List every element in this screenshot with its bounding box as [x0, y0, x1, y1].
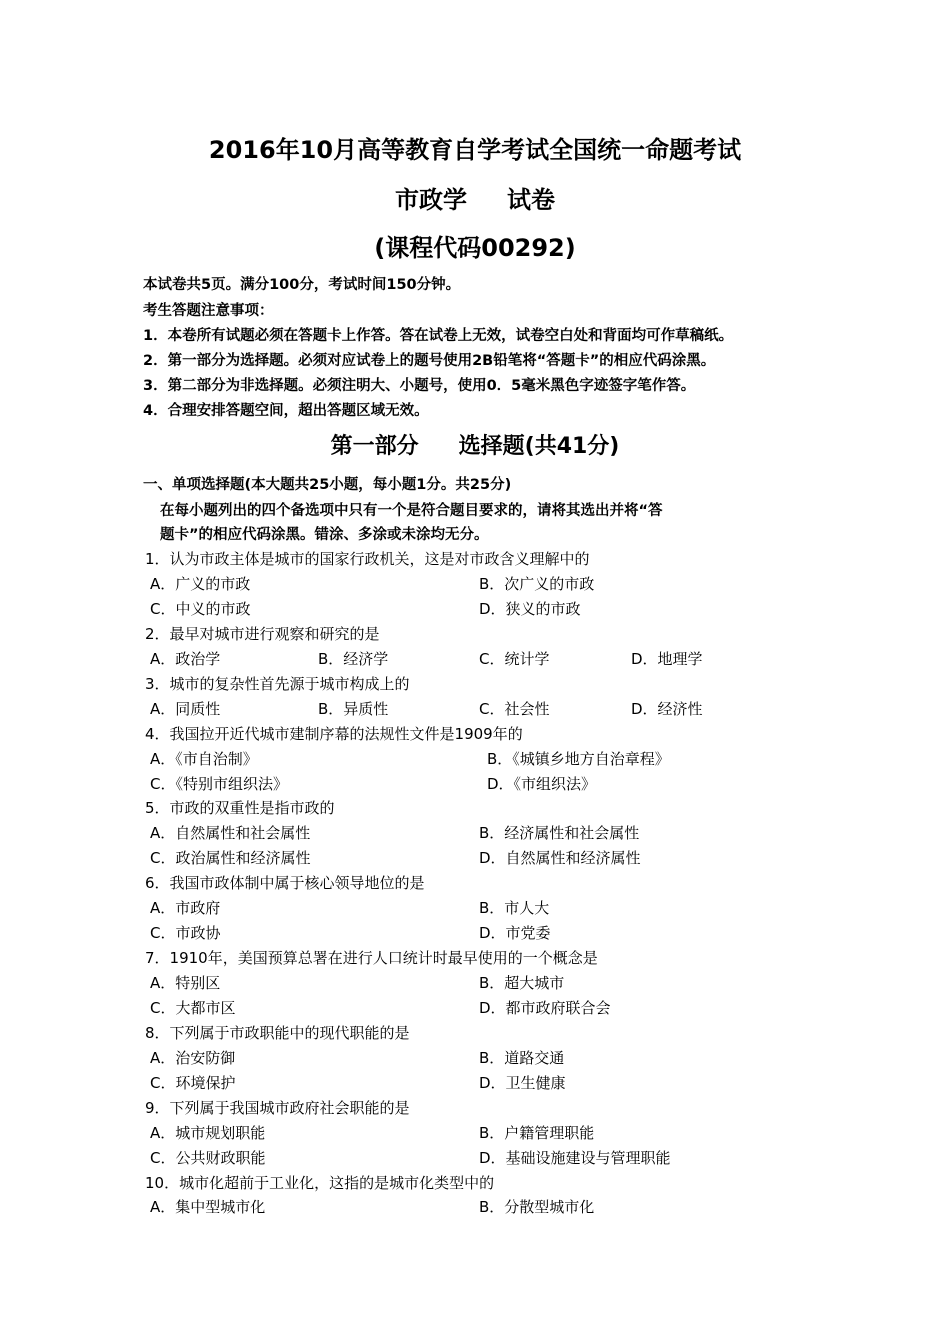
course-code: (课程代码00292)	[374, 234, 576, 262]
option: C．政治属性和经济属性	[150, 849, 311, 867]
question-stem: 2．最早对城市进行观察和研究的是	[145, 625, 380, 643]
note-item: 4．合理安排答题空间，超出答题区域无效。	[143, 403, 429, 419]
option: A．《市自治制》	[150, 750, 258, 768]
part-heading	[0, 436, 950, 458]
option: B．超大城市	[479, 974, 565, 992]
option: D．地理学	[631, 650, 703, 668]
part-name: 第一部分	[330, 434, 419, 459]
option: C．环境保护	[150, 1074, 236, 1092]
option: B．户籍管理职能	[479, 1124, 595, 1142]
option: A．市政府	[150, 899, 221, 917]
option: C．中义的市政	[150, 600, 251, 618]
option: D．《市组织法》	[487, 775, 597, 793]
option: D．狭义的市政	[479, 600, 581, 618]
option: C．公共财政职能	[150, 1149, 266, 1167]
option: D．基础设施建设与管理职能	[479, 1149, 671, 1167]
option: A．治安防御	[150, 1049, 236, 1067]
question-stem: 3．城市的复杂性首先源于城市构成上的	[145, 675, 410, 693]
section-instruction: 题卡”的相应代码涂黑。错涂、多涂或未涂均无分。	[160, 527, 489, 543]
option: B．分散型城市化	[479, 1198, 595, 1216]
option: C．大都市区	[150, 999, 236, 1017]
option: A．同质性	[150, 700, 221, 718]
option: B．次广义的市政	[479, 575, 595, 593]
option: A．广义的市政	[150, 575, 251, 593]
question-stem: 7．1910年，美国预算总署在进行人口统计时最早使用的一个概念是	[145, 949, 598, 967]
question-stem: 10．城市化超前于工业化，这指的是城市化类型中的	[145, 1174, 495, 1192]
option: D．经济性	[631, 700, 703, 718]
question-stem: 1．认为市政主体是城市的国家行政机关，这是对市政含义理解中的	[145, 550, 590, 568]
option: C．《特别市组织法》	[150, 775, 288, 793]
option: B．经济学	[318, 650, 389, 668]
notes-heading: 考生答题注意事项：	[143, 303, 274, 319]
option: A．城市规划职能	[150, 1124, 266, 1142]
option: C．社会性	[479, 700, 550, 718]
paper-label: 试卷	[507, 186, 555, 214]
option: C．统计学	[479, 650, 550, 668]
option: B．经济属性和社会属性	[479, 824, 640, 842]
question-stem: 9．下列属于我国城市政府社会职能的是	[145, 1099, 410, 1117]
option: D．自然属性和经济属性	[479, 849, 641, 867]
exam-summary: 本试卷共5页。满分100分，考试时间150分钟。	[143, 277, 461, 293]
option: B．市人大	[479, 899, 550, 917]
note-item: 1．本卷所有试题必须在答题卡上作答。答在试卷上无效，试卷空白处和背面均可作草稿纸。	[143, 328, 734, 344]
subject-title	[0, 188, 950, 212]
question-stem: 8．下列属于市政职能中的现代职能的是	[145, 1024, 410, 1042]
section-heading: 一、单项选择题(本大题共25小题，每小题1分。共25分)	[143, 477, 512, 493]
option: A．政治学	[150, 650, 221, 668]
part-label: 选择题(共41分)	[458, 434, 620, 459]
question-stem: 4．我国拉开近代城市建制序幕的法规性文件是1909年的	[145, 725, 523, 743]
note-item: 2．第一部分为选择题。必须对应试卷上的题号使用2B铅笔将“答题卡”的相应代码涂黑。	[143, 353, 716, 369]
option: C．市政协	[150, 924, 221, 942]
option: D．都市政府联合会	[479, 999, 611, 1017]
question-stem: 5．市政的双重性是指市政的	[145, 799, 335, 817]
option: A．特别区	[150, 974, 221, 992]
option: B．《城镇乡地方自治章程》	[487, 750, 670, 768]
exam-title: 2016年10月高等教育自学考试全国统一命题考试	[208, 136, 742, 164]
option: B．道路交通	[479, 1049, 565, 1067]
note-item: 3．第二部分为非选择题。必须注明大、小题号，使用0．5毫米黑色字迹签字笔作答。	[143, 378, 696, 394]
option: D．市党委	[479, 924, 551, 942]
option: A．集中型城市化	[150, 1198, 266, 1216]
option: B．异质性	[318, 700, 389, 718]
question-stem: 6．我国市政体制中属于核心领导地位的是	[145, 874, 425, 892]
option: D．卫生健康	[479, 1074, 566, 1092]
subject-name: 市政学	[395, 186, 467, 214]
section-instruction: 在每小题列出的四个备选项中只有一个是符合题目要求的，请将其选出并将“答	[160, 503, 663, 519]
option: A．自然属性和社会属性	[150, 824, 311, 842]
